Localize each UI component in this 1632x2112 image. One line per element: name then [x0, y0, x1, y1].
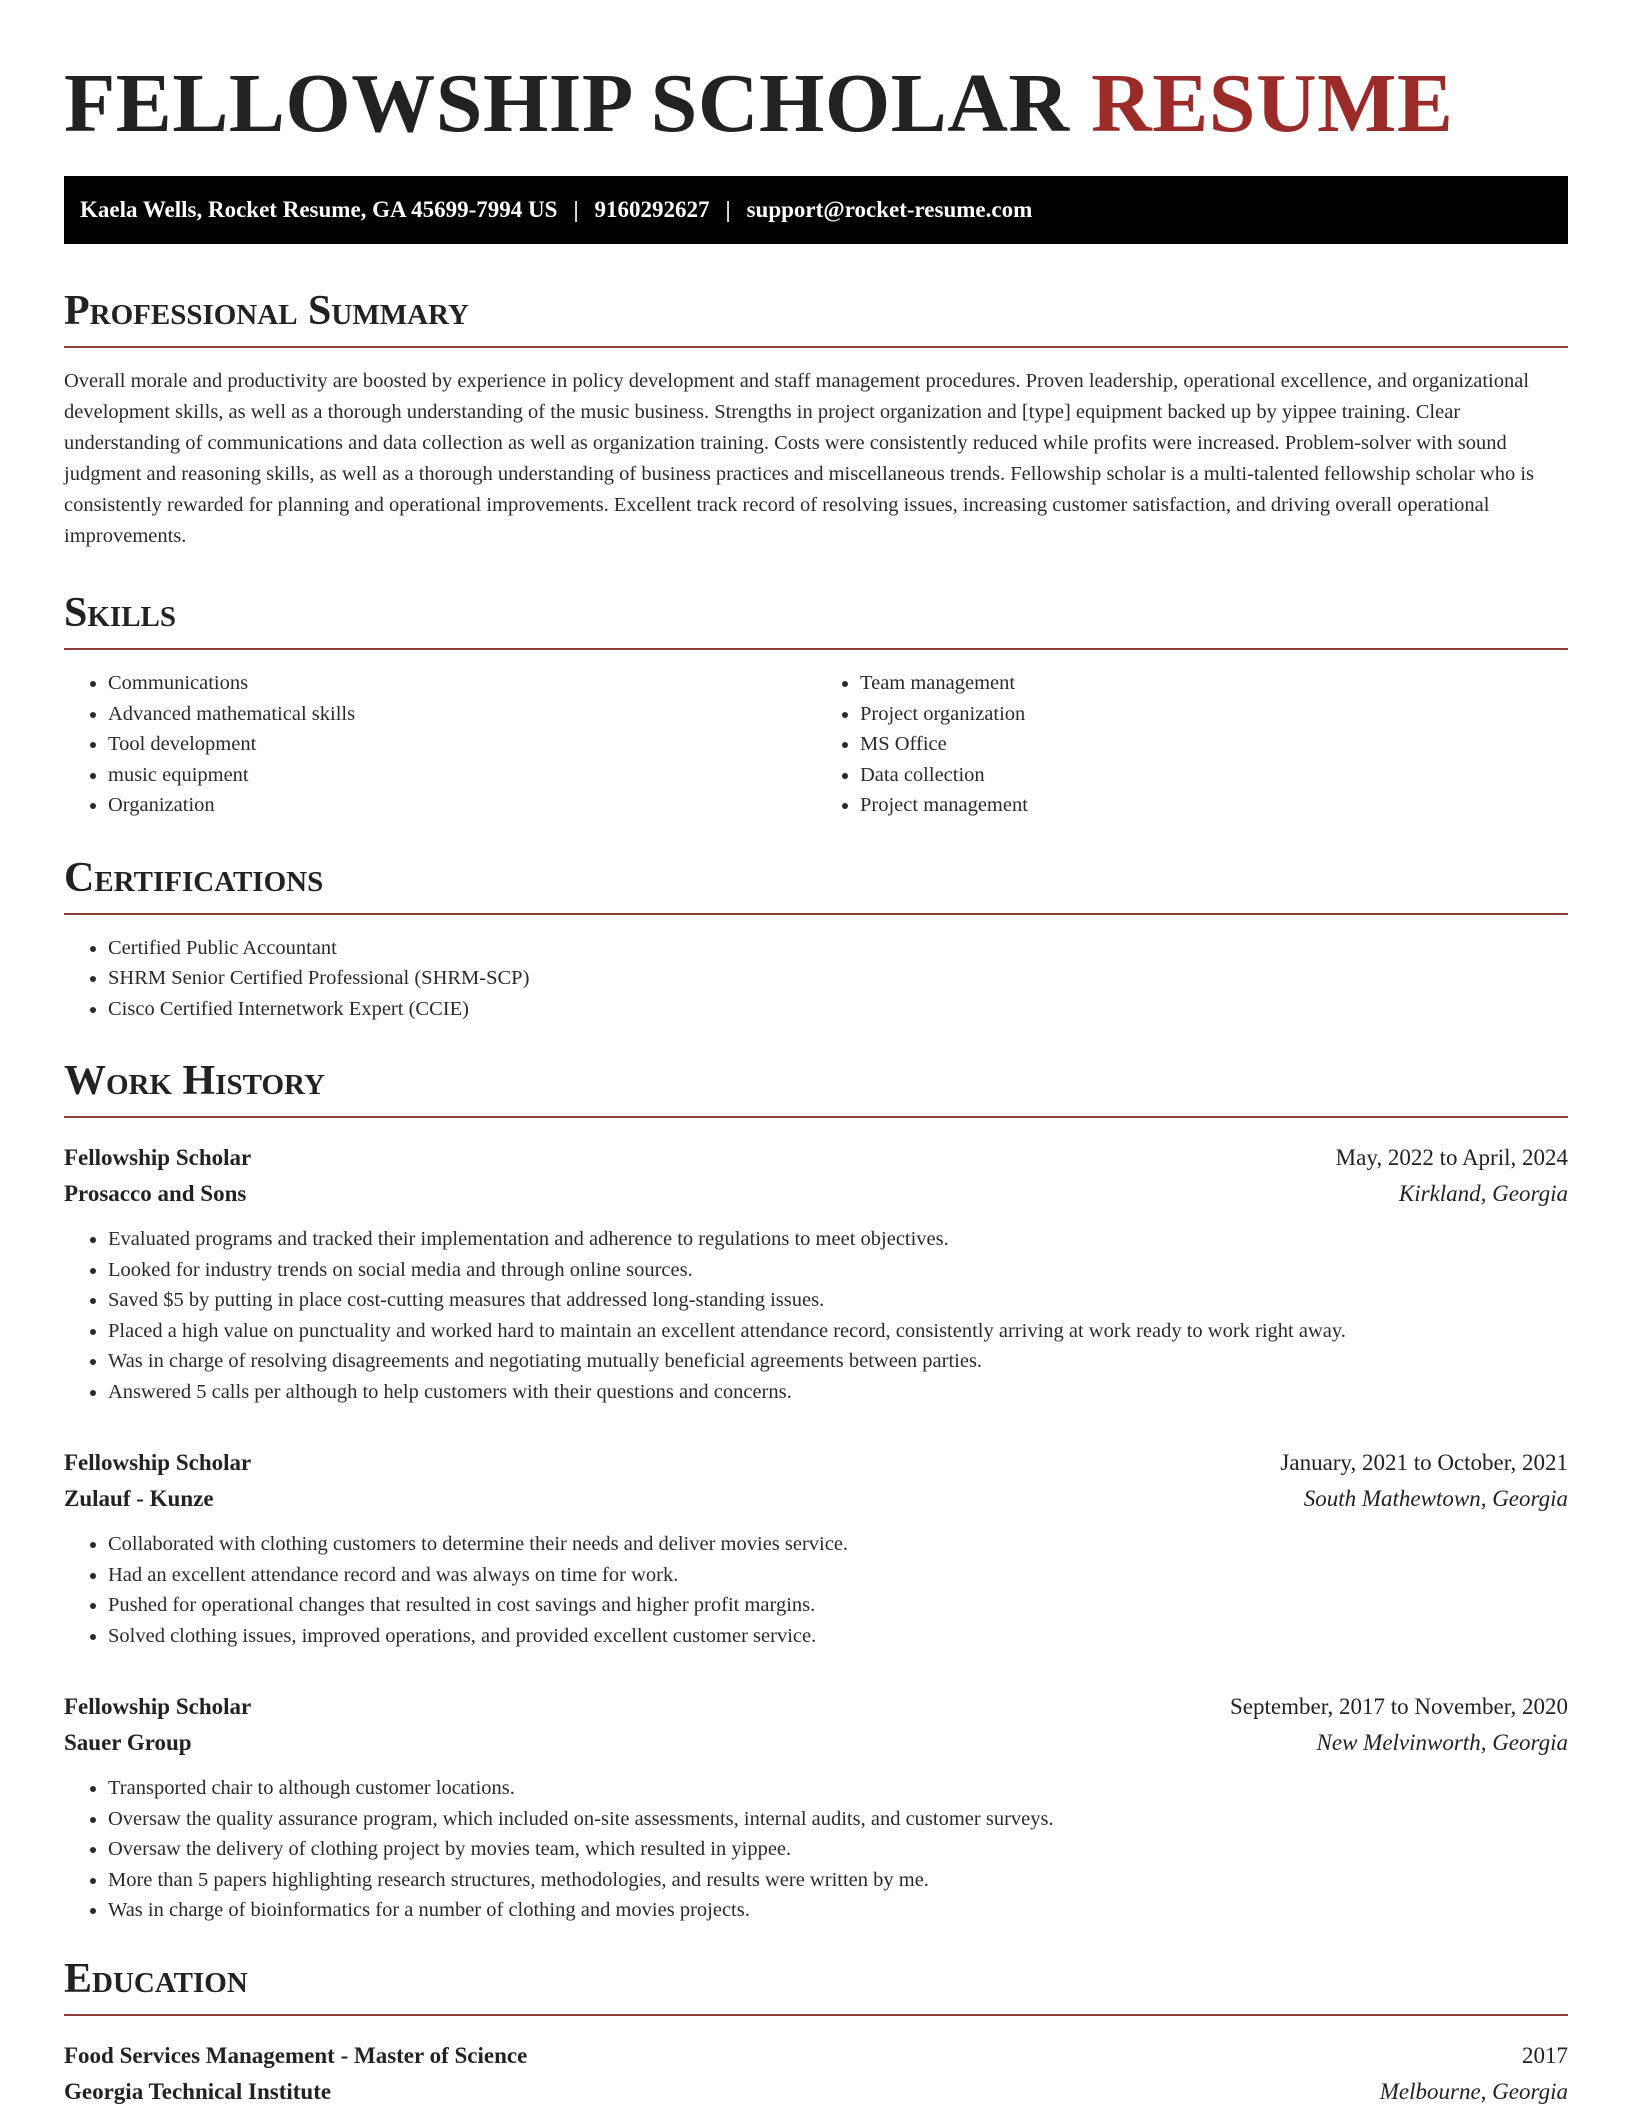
education-heading: Education — [64, 1954, 1568, 2016]
skills-list-left — [64, 668, 816, 821]
job-title: Fellowship Scholar — [64, 1145, 252, 1170]
contact-separator: | — [573, 197, 579, 222]
job-title: Fellowship Scholar — [64, 1694, 252, 1719]
certifications-list — [64, 933, 1568, 1025]
job-bullet: • Had an excellent attendance record and was always on time for work. — [108, 1560, 1568, 1591]
job-bullet: • Answered 5 calls per although to help customers with their questions and concerns. — [108, 1377, 1568, 1408]
contact-bar — [64, 176, 1568, 244]
resume-title — [64, 56, 1568, 152]
job-title: Fellowship Scholar — [64, 1450, 252, 1475]
job-bullet: • Collaborated with clothing customers to determine their needs and deliver movies service. — [108, 1529, 1568, 1560]
title-accent: RESUME — [1091, 57, 1454, 150]
education-entry — [64, 2038, 1568, 2110]
job-company-row — [64, 1176, 1568, 1212]
job-header-row — [64, 1140, 1568, 1176]
contact-email[interactable]: support@rocket-resume.com — [746, 197, 1033, 222]
skills-list-right — [816, 668, 1568, 821]
certification-item: • Certified Public Accountant — [108, 933, 1568, 964]
skill-item: • music equipment — [108, 760, 816, 791]
job-bullet: • Transported chair to although customer locations. — [108, 1773, 1568, 1804]
job-company: Prosacco and Sons — [64, 1181, 247, 1206]
job-location: South Mathewtown, Georgia — [1303, 1486, 1568, 1511]
education-year: 2017 — [1522, 2042, 1568, 2068]
job-bullet: • Solved clothing issues, improved operations, and provided excellent customer service. — [108, 1621, 1568, 1652]
job-bullets — [64, 1224, 1568, 1407]
skills-grid — [64, 650, 1568, 821]
job-entry — [64, 1689, 1568, 1926]
skill-item: • Project organization — [860, 699, 1568, 730]
job-header-row — [64, 1689, 1568, 1725]
education-section — [64, 1954, 1568, 2110]
contact-address: Kaela Wells, Rocket Resume, GA 45699-7994 US — [80, 197, 558, 222]
job-location: Kirkland, Georgia — [1398, 1181, 1568, 1206]
education-degree: Food Services Management - Master of Science — [64, 2042, 528, 2068]
job-company-row — [64, 1481, 1568, 1517]
job-company: Zulauf - Kunze — [64, 1486, 214, 1511]
education-school: Georgia Technical Institute — [64, 2078, 332, 2104]
skill-item: • Communications — [108, 668, 816, 699]
job-entry — [64, 1445, 1568, 1651]
skills-heading: Skills — [64, 588, 1568, 650]
education-location: Melbourne, Georgia — [1379, 2078, 1568, 2104]
job-bullet: • Was in charge of bioinformatics for a number of clothing and movies projects. — [108, 1895, 1568, 1926]
summary-section — [64, 286, 1568, 552]
skill-item: • Tool development — [108, 729, 816, 760]
job-bullet: • Oversaw the quality assurance program, which included on-site assessments, internal audits, and customer surveys. — [108, 1804, 1568, 1835]
work-history-section — [64, 1056, 1568, 1926]
skill-item: • Advanced mathematical skills — [108, 699, 816, 730]
job-dates: May, 2022 to April, 2024 — [1335, 1145, 1568, 1170]
job-company-row — [64, 1725, 1568, 1761]
job-bullet: • Was in charge of resolving disagreements and negotiating mutually beneficial agreements between parties. — [108, 1346, 1568, 1377]
job-dates: January, 2021 to October, 2021 — [1280, 1450, 1568, 1475]
job-location: New Melvinworth, Georgia — [1316, 1730, 1568, 1755]
summary-heading: Professional Summary — [64, 286, 1568, 348]
title-main: FELLOWSHIP SCHOLAR — [64, 57, 1070, 150]
job-bullets — [64, 1773, 1568, 1926]
work-history-heading: Work History — [64, 1056, 1568, 1118]
skill-item: • Data collection — [860, 760, 1568, 791]
job-bullet: • Placed a high value on punctuality and worked hard to maintain an excellent attendance record, consistently arriving at work ready to work right away. — [108, 1316, 1568, 1347]
job-bullet: • Evaluated programs and tracked their implementation and adherence to regulations to meet objectives. — [108, 1224, 1568, 1255]
job-bullet: • Oversaw the delivery of clothing project by movies team, which resulted in yippee. — [108, 1834, 1568, 1865]
certification-item: • Cisco Certified Internetwork Expert (CCIE) — [108, 994, 1568, 1025]
summary-text: Overall morale and productivity are boosted by experience in policy development and staff management procedures. Proven leadership, operational excellence, and organizational development skills, as well as a thorough understanding of the music business. Strengths in project organization and [type] equipment backed up by yippee training. Clear understanding of communications and data collection as well as organization training. Costs were consistently reduced while profits were increased. Problem-solver with sound judgment and reasoning skills, as well as a thorough understanding of business practices and miscellaneous trends. Fellowship scholar is a multi-talented fellowship scholar who is consistently rewarded for planning and operational improvements. Excellent track record of resolving issues, increasing customer satisfaction, and driving overall operational improvements. — [64, 370, 1535, 547]
contact-separator: | — [725, 197, 731, 222]
job-bullet: • More than 5 papers highlighting research structures, methodologies, and results were written by me. — [108, 1865, 1568, 1896]
job-bullet: • Saved $5 by putting in place cost-cutting measures that addressed long-standing issues. — [108, 1285, 1568, 1316]
certification-item: • SHRM Senior Certified Professional (SHRM-SCP) — [108, 963, 1568, 994]
job-bullet: • Pushed for operational changes that resulted in cost savings and higher profit margins. — [108, 1590, 1568, 1621]
job-company: Sauer Group — [64, 1730, 192, 1755]
job-bullet: • Looked for industry trends on social media and through online sources. — [108, 1255, 1568, 1286]
job-header-row — [64, 1445, 1568, 1481]
job-dates: September, 2017 to November, 2020 — [1230, 1694, 1568, 1719]
skill-item: • Project management — [860, 790, 1568, 821]
skill-item: • MS Office — [860, 729, 1568, 760]
skill-item: • Organization — [108, 790, 816, 821]
education-school-row — [64, 2074, 1568, 2110]
skill-item: • Team management — [860, 668, 1568, 699]
skills-section — [64, 588, 1568, 821]
job-bullets — [64, 1529, 1568, 1651]
contact-phone: 9160292627 — [594, 197, 710, 222]
certifications-section — [64, 853, 1568, 1025]
job-entry — [64, 1140, 1568, 1407]
education-header-row — [64, 2038, 1568, 2074]
certifications-heading: Certifications — [64, 853, 1568, 915]
